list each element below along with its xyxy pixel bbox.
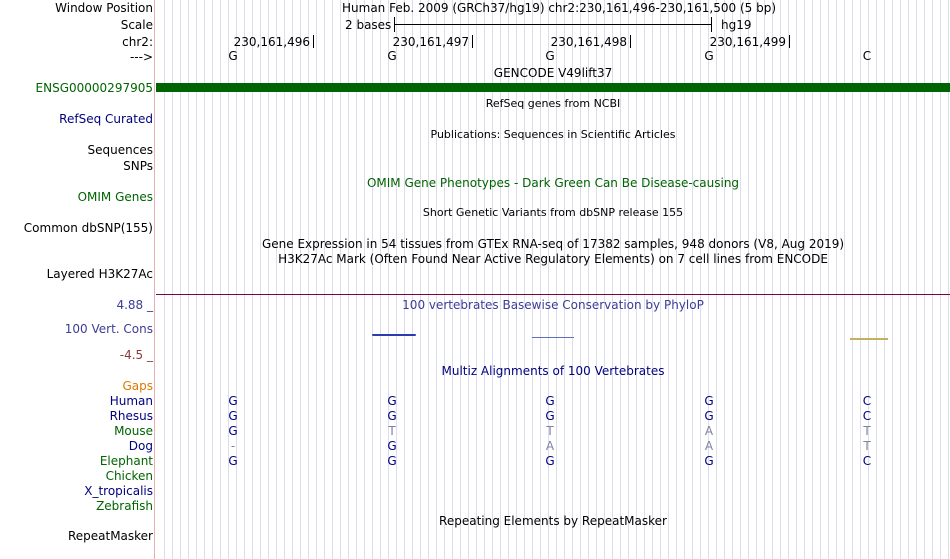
phylop-signal-3 — [850, 338, 888, 340]
aligned-base: A — [704, 439, 714, 453]
window-position-label: Window Position — [55, 1, 153, 15]
phylop-min-label: -4.5 _ — [119, 348, 153, 362]
reference-base: G — [387, 49, 397, 63]
species-label[interactable]: Mouse — [114, 424, 153, 438]
aligned-base: G — [545, 394, 555, 408]
reference-base: G — [228, 49, 238, 63]
gtex-track-title[interactable]: Gene Expression in 54 tissues from GTEx RNA-seq of 17382 samples, 948 donors (V8, Aug 2019) — [261, 237, 845, 251]
species-label[interactable]: Human — [109, 394, 153, 408]
aligned-base: G — [545, 454, 555, 468]
h3k27ac-track-title[interactable]: H3K27Ac Mark (Often Found Near Active Regulatory Elements) on 7 cell lines from ENCODE — [278, 252, 828, 266]
window-position-value: Human Feb. 2009 (GRCh37/hg19) chr2:230,161,496-230,161,500 (5 bp) — [342, 1, 777, 15]
position-tick — [789, 35, 790, 48]
aligned-base: G — [228, 424, 238, 438]
scale-bar — [394, 24, 711, 25]
dbsnp-track-label[interactable]: Common dbSNP(155) — [23, 221, 153, 235]
aligned-base: G — [228, 409, 238, 423]
dbsnp-track-title[interactable]: Short Genetic Variants from dbSNP release 155 — [422, 206, 684, 219]
phylop-signal-1 — [372, 334, 416, 336]
position-tick — [472, 35, 473, 48]
aligned-base: C — [862, 409, 872, 423]
gencode-gene-label[interactable]: ENSG00000297905 — [35, 81, 153, 95]
species-label[interactable]: X_tropicalis — [84, 484, 153, 498]
reference-base: G — [545, 49, 555, 63]
species-label[interactable]: Dog — [128, 439, 153, 453]
aligned-base: G — [228, 394, 238, 408]
sequences-track-label[interactable]: Sequences — [87, 143, 153, 157]
h3k27ac-track-label[interactable]: Layered H3K27Ac — [46, 267, 153, 281]
position-tick — [630, 35, 631, 48]
aligned-base: G — [387, 409, 397, 423]
refseq-track-title[interactable]: RefSeq genes from NCBI — [485, 97, 621, 110]
aligned-base: T — [863, 439, 871, 453]
scale-label: Scale — [120, 18, 153, 32]
repeatmasker-track-title[interactable]: Repeating Elements by RepeatMasker — [439, 514, 667, 528]
scale-db: hg19 — [721, 18, 752, 32]
species-label[interactable]: Chicken — [105, 469, 153, 483]
species-label[interactable]: Elephant — [99, 454, 153, 468]
chrom-label: chr2: — [122, 35, 153, 49]
publications-track-title[interactable]: Publications: Sequences in Scientific Articles — [430, 128, 676, 141]
aligned-base: C — [862, 394, 872, 408]
strand-label: ---> — [129, 50, 153, 64]
phylop-track-label[interactable]: 100 Vert. Cons — [64, 322, 153, 336]
gaps-label[interactable]: Gaps — [122, 379, 153, 393]
position-tick-label: 230,161,498 — [550, 35, 627, 49]
gencode-gene-bar[interactable] — [156, 83, 950, 92]
aligned-base: T — [388, 424, 396, 438]
species-label[interactable]: Zebrafish — [96, 499, 153, 513]
phylop-track-title[interactable]: 100 vertebrates Basewise Conservation by PhyloP — [402, 298, 704, 312]
phylop-signal-2 — [532, 337, 574, 338]
aligned-base: T — [546, 424, 554, 438]
multiz-track-title[interactable]: Multiz Alignments of 100 Vertebrates — [441, 364, 665, 378]
aligned-base: G — [704, 394, 714, 408]
omim-track-title[interactable]: OMIM Gene Phenotypes - Dark Green Can Be Disease-causing — [366, 176, 740, 190]
aligned-base: A — [704, 424, 714, 438]
position-tick-label: 230,161,497 — [392, 35, 469, 49]
aligned-base: G — [387, 439, 397, 453]
position-tick-label: 230,161,499 — [709, 35, 786, 49]
position-tick — [313, 35, 314, 48]
aligned-base: G — [387, 394, 397, 408]
aligned-base: - — [230, 439, 236, 453]
aligned-base: G — [704, 454, 714, 468]
gencode-track-title[interactable]: GENCODE V49lift37 — [493, 66, 613, 80]
label-separator — [154, 0, 155, 559]
h3k27ac-baseline — [156, 294, 950, 295]
species-label[interactable]: Rhesus — [109, 409, 153, 423]
omim-track-label[interactable]: OMIM Genes — [77, 190, 153, 204]
phylop-max-label: 4.88 _ — [116, 298, 153, 312]
position-tick-label: 230,161,496 — [233, 35, 310, 49]
aligned-base: A — [545, 439, 555, 453]
aligned-base: G — [704, 409, 714, 423]
scale-bar-left-tick — [394, 17, 395, 32]
aligned-base: G — [387, 454, 397, 468]
reference-base: G — [704, 49, 714, 63]
repeatmasker-track-label[interactable]: RepeatMasker — [67, 529, 153, 543]
aligned-base: C — [862, 454, 872, 468]
aligned-base: G — [545, 409, 555, 423]
aligned-base: G — [228, 454, 238, 468]
scale-bar-right-tick — [711, 17, 712, 32]
reference-base: C — [862, 49, 872, 63]
snps-track-label[interactable]: SNPs — [123, 159, 153, 173]
refseq-track-label[interactable]: RefSeq Curated — [59, 112, 153, 126]
aligned-base: T — [863, 424, 871, 438]
scale-value: 2 bases — [345, 18, 392, 32]
